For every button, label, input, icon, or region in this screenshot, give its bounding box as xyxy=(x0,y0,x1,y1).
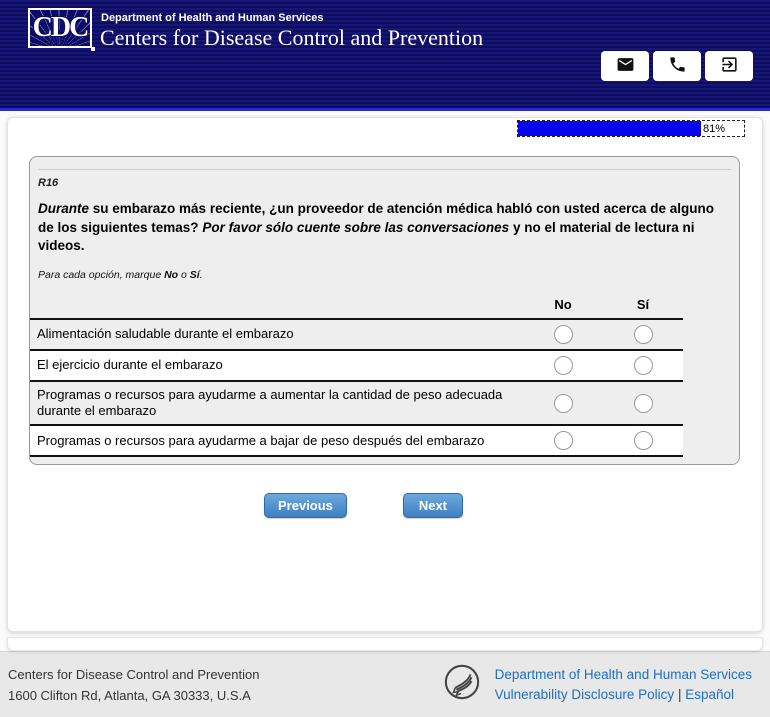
radio-cell-si xyxy=(603,431,683,450)
next-button[interactable]: Next xyxy=(403,493,463,518)
question-card-divider xyxy=(38,169,731,170)
radio-no-row-3[interactable] xyxy=(554,431,573,450)
footer-address-block xyxy=(8,664,259,706)
page-content xyxy=(0,111,770,651)
espanol-link[interactable]: Español xyxy=(685,686,735,702)
radio-si-row-0[interactable] xyxy=(634,325,653,344)
column-header-no: No xyxy=(554,296,572,312)
header-icon-toolbar xyxy=(601,51,753,81)
site-header xyxy=(0,0,770,108)
response-table-header xyxy=(30,297,683,320)
radio-cell-no xyxy=(523,356,603,375)
cdc-trademark xyxy=(91,47,95,51)
column-header-si: Sí xyxy=(636,296,650,312)
response-table xyxy=(30,297,683,458)
phone-button[interactable] xyxy=(653,51,701,81)
exit-icon xyxy=(720,55,739,77)
exit-button[interactable] xyxy=(705,51,753,81)
progress-percentage: 81% xyxy=(703,122,726,135)
cdc-logo-text: CDC xyxy=(32,12,88,43)
question-text: Durante su embarazo más reciente, ¿un proveedor de atención médica habló con usted acerca de alguno de los siguientes temas? Por favor sólo cuente sobre las conversaciones y no el material de lectura ni videos. xyxy=(38,201,714,254)
radio-no-row-1[interactable] xyxy=(554,356,573,375)
vulnerability-disclosure-link[interactable]: Vulnerability Disclosure Policy xyxy=(494,686,675,702)
progress-bar xyxy=(517,120,745,137)
table-row xyxy=(30,320,683,351)
question-id: R16 xyxy=(38,177,59,189)
survey-panel xyxy=(7,117,763,632)
radio-no-row-2[interactable] xyxy=(554,394,573,413)
radio-cell-si xyxy=(603,356,683,375)
mail-button[interactable] xyxy=(601,51,649,81)
footer-links xyxy=(495,665,752,705)
link-separator: | xyxy=(677,686,682,702)
row-label: El ejercicio durante el embarazo xyxy=(37,357,223,373)
table-row xyxy=(30,426,683,457)
header-organization: Centers for Disease Control and Prevention xyxy=(100,25,484,50)
footer-address: 1600 Clifton Rd, Atlanta, GA 30333, U.S.A xyxy=(8,687,251,703)
radio-cell-no xyxy=(523,325,603,344)
mail-icon xyxy=(616,55,635,77)
radio-si-row-3[interactable] xyxy=(634,431,653,450)
radio-si-row-1[interactable] xyxy=(634,356,653,375)
phone-icon xyxy=(668,55,687,77)
question-instruction: Para cada opción, marque No o Sí. xyxy=(38,268,203,281)
table-row xyxy=(30,351,683,382)
row-label: Programas o recursos para ayudarme a bajar de peso después del embarazo xyxy=(37,432,485,448)
table-row xyxy=(30,382,683,427)
row-label: Programas o recursos para ayudarme a aumentar la cantidad de peso adecuada durante el embarazo xyxy=(37,386,503,419)
radio-cell-si xyxy=(603,394,683,413)
navigation-buttons xyxy=(264,493,762,518)
footer-org-name: Centers for Disease Control and Prevention xyxy=(8,666,260,682)
hhs-link[interactable]: Department of Health and Human Services xyxy=(494,666,752,682)
radio-cell-si xyxy=(603,325,683,344)
radio-cell-no xyxy=(523,394,603,413)
question-card xyxy=(29,156,740,465)
previous-button[interactable]: Previous xyxy=(264,493,347,518)
row-label: Alimentación saludable durante el embarazo xyxy=(37,326,294,342)
progress-bar-fill xyxy=(518,121,701,136)
hhs-logo-icon xyxy=(443,663,481,706)
radio-si-row-2[interactable] xyxy=(634,394,653,413)
bottom-strip-panel xyxy=(7,637,763,651)
cdc-logo xyxy=(28,8,92,48)
page-footer xyxy=(0,651,770,717)
response-rows xyxy=(30,320,683,458)
header-department: Department of Health and Human Services xyxy=(101,12,324,24)
radio-cell-no xyxy=(523,431,603,450)
radio-no-row-0[interactable] xyxy=(554,325,573,344)
footer-links-block xyxy=(443,663,752,706)
